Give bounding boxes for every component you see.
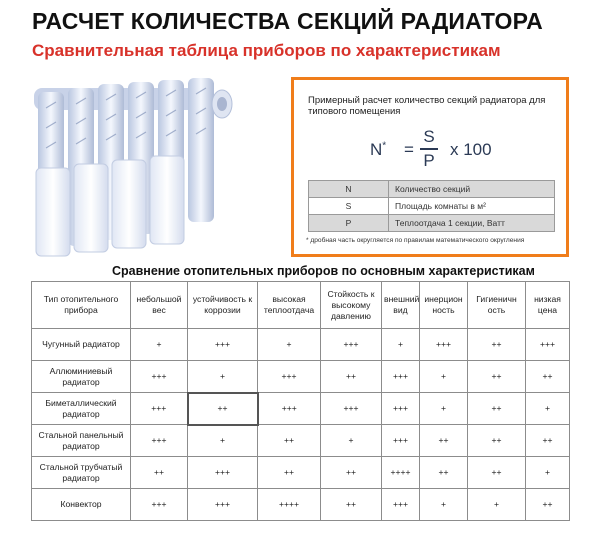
row-header: Стальной панельный радиатор — [32, 425, 131, 457]
row-header: Биметаллический радиатор — [32, 393, 131, 425]
row-header: Стальной трубчатый радиатор — [32, 457, 131, 489]
table-cell: + — [526, 457, 570, 489]
legend-row — [309, 181, 555, 198]
table-row — [32, 393, 570, 425]
table-cell: + — [420, 393, 468, 425]
table-cell: ++ — [321, 361, 382, 393]
table-cell: + — [258, 329, 321, 361]
page-title: РАСЧЕТ КОЛИЧЕСТВА СЕКЦИЙ РАДИАТОРА — [32, 8, 543, 34]
table-cell: +++ — [382, 361, 420, 393]
column-header: высокая теплоотдача — [258, 282, 321, 329]
table-cell: + — [526, 393, 570, 425]
row-header: Чугунный радиатор — [32, 329, 131, 361]
column-header: Тип отопительного прибора — [32, 282, 131, 329]
table-header-row — [32, 282, 570, 329]
table-cell: ++++ — [382, 457, 420, 489]
table-cell: ++ — [526, 425, 570, 457]
legend-description: Теплоотдача 1 секции, Ватт — [389, 215, 555, 232]
legend-row — [309, 198, 555, 215]
table-cell: + — [131, 329, 188, 361]
table-cell: ++ — [468, 425, 526, 457]
table-cell: +++ — [258, 393, 321, 425]
table-cell: +++ — [188, 489, 258, 521]
formula-intro: Примерный расчет количество секций радиатора для типового помещения — [308, 95, 546, 117]
table-cell: +++ — [382, 393, 420, 425]
legend-description: Площадь комнаты в м² — [389, 198, 555, 215]
table-row — [32, 329, 570, 361]
formula-numerator: S — [423, 127, 435, 146]
formula-multiplier: x 100 — [450, 140, 492, 159]
table-cell: ++ — [188, 393, 258, 425]
column-header: инерцион ность — [420, 282, 468, 329]
sections-formula — [370, 126, 530, 178]
table-cell: + — [188, 425, 258, 457]
table-cell: ++ — [526, 489, 570, 521]
table-cell: ++ — [321, 457, 382, 489]
table-cell: +++ — [382, 489, 420, 521]
table-cell: +++ — [131, 425, 188, 457]
table-cell: +++ — [321, 393, 382, 425]
table-cell: + — [420, 489, 468, 521]
table-cell: +++ — [131, 361, 188, 393]
table-cell: ++++ — [258, 489, 321, 521]
table-cell: ++ — [258, 457, 321, 489]
table-cell: ++ — [468, 393, 526, 425]
table-cell: ++ — [468, 329, 526, 361]
table-cell: ++ — [420, 457, 468, 489]
table-cell: ++ — [131, 457, 188, 489]
row-header: Конвектор — [32, 489, 131, 521]
formula-footnote: * дробная часть округляется по правилам математического округления — [306, 237, 525, 244]
legend-description: Количество секций — [389, 181, 555, 198]
table-row — [32, 425, 570, 457]
table-cell: + — [468, 489, 526, 521]
legend-row — [309, 215, 555, 232]
table-cell: +++ — [131, 393, 188, 425]
radiator-image — [28, 78, 240, 258]
table-cell: ++ — [526, 361, 570, 393]
legend-symbol: S — [309, 198, 389, 215]
column-header: Гигиеничн ость — [468, 282, 526, 329]
table-cell: +++ — [188, 329, 258, 361]
table-row — [32, 457, 570, 489]
table-row — [32, 489, 570, 521]
formula-fraction — [420, 126, 438, 172]
table-cell: ++ — [258, 425, 321, 457]
table-cell: ++ — [468, 457, 526, 489]
legend-symbol: N — [309, 181, 389, 198]
table-cell: +++ — [420, 329, 468, 361]
column-header: внешний вид — [382, 282, 420, 329]
table-cell: +++ — [188, 457, 258, 489]
comparison-title: Сравнение отопительных приборов по основным характеристикам — [112, 264, 535, 278]
column-header: устойчивость к коррозии — [188, 282, 258, 329]
row-header: Аллюминиевый радиатор — [32, 361, 131, 393]
table-row — [32, 361, 570, 393]
table-cell: + — [188, 361, 258, 393]
formula-equals: = — [404, 140, 414, 159]
table-cell: ++ — [420, 425, 468, 457]
table-cell: + — [321, 425, 382, 457]
table-cell: +++ — [526, 329, 570, 361]
formula-lhs: N* — [370, 140, 387, 159]
column-header: низкая цена — [526, 282, 570, 329]
table-cell: +++ — [131, 489, 188, 521]
comparison-table — [31, 281, 570, 521]
formula-legend — [308, 180, 555, 232]
table-cell: ++ — [321, 489, 382, 521]
legend-symbol: P — [309, 215, 389, 232]
table-cell: + — [382, 329, 420, 361]
formula-panel — [291, 77, 569, 257]
table-cell: +++ — [321, 329, 382, 361]
column-header: небольшой вес — [131, 282, 188, 329]
column-header: Стойкость к высокому давлению — [321, 282, 382, 329]
table-cell: +++ — [258, 361, 321, 393]
page-subtitle: Сравнительная таблица приборов по характеристикам — [32, 41, 501, 60]
table-cell: +++ — [382, 425, 420, 457]
table-cell: ++ — [468, 361, 526, 393]
table-cell: + — [420, 361, 468, 393]
formula-denominator: P — [423, 150, 435, 170]
